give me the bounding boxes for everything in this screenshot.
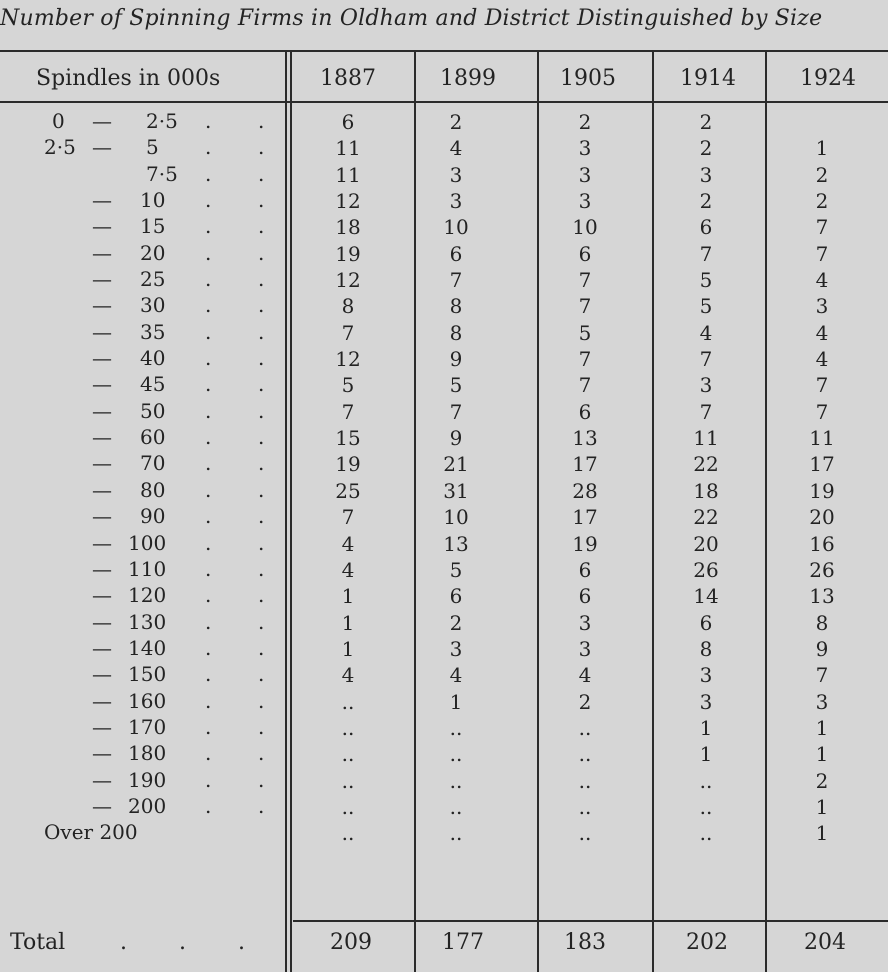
table-cell: 16 — [809, 531, 835, 556]
table-cell: 18 — [693, 478, 719, 503]
range-to: 15 — [140, 214, 166, 239]
range-to: 130 — [128, 609, 167, 634]
table-cell: .. — [449, 742, 463, 767]
table-cell: 4 — [815, 268, 829, 293]
column-divider — [290, 50, 292, 972]
leader-dot: . — [205, 451, 212, 476]
leader-dot: . — [258, 346, 265, 371]
leader-dot: . — [258, 583, 265, 608]
table-cell: 19 — [335, 452, 361, 477]
table-cell: 26 — [693, 557, 719, 582]
table-cell: 3 — [578, 636, 592, 661]
range-to: 200 — [128, 793, 167, 818]
table-cell: 3 — [699, 373, 713, 398]
leader-dot: . — [205, 161, 212, 186]
table-cell: 22 — [693, 505, 719, 530]
total-rule — [293, 920, 888, 922]
table-cell: 12 — [335, 347, 361, 372]
range-to: 180 — [128, 741, 167, 766]
table-cell: 2 — [815, 162, 829, 187]
table-cell: 15 — [335, 426, 361, 451]
total-value: 177 — [442, 930, 484, 955]
table-cell: 6 — [578, 241, 592, 266]
table-cell: 7 — [341, 320, 355, 345]
table-cell: 7 — [341, 505, 355, 530]
table-cell: 9 — [449, 347, 463, 372]
leader-dot: . — [258, 319, 265, 344]
range-to: 120 — [128, 583, 167, 608]
leader-dot: . — [258, 635, 265, 660]
leader-dot: . — [205, 319, 212, 344]
table-cell: .. — [341, 794, 355, 819]
leader-dot: . — [258, 293, 265, 318]
table-cell: .. — [578, 768, 592, 793]
column-1887 — [318, 109, 378, 847]
table-cell: 6 — [578, 399, 592, 424]
table-cell — [792, 109, 852, 135]
table-cell: 7 — [815, 215, 829, 240]
leader-dot: . — [205, 372, 212, 397]
leader-dot: . — [258, 451, 265, 476]
table-cell: 8 — [699, 636, 713, 661]
table-cell: 10 — [443, 505, 469, 530]
range-to: 5 — [146, 135, 159, 160]
table-cell: 2 — [699, 136, 713, 161]
leader-dot: . — [205, 714, 212, 739]
leader-dot: . — [258, 425, 265, 450]
range-dash: — — [92, 583, 112, 608]
table-cell: 2 — [815, 768, 829, 793]
total-value: 202 — [686, 930, 728, 955]
table-cell: 7 — [815, 663, 829, 688]
table-cell: 7 — [815, 241, 829, 266]
table-cell: 7 — [815, 399, 829, 424]
table-cell: 3 — [699, 689, 713, 714]
table-cell: 7 — [699, 347, 713, 372]
table-cell: 20 — [693, 531, 719, 556]
table-cell: 1 — [815, 821, 829, 846]
leader-dot: . — [205, 793, 212, 818]
table-cell: .. — [578, 715, 592, 740]
table-cell: 2 — [815, 189, 829, 214]
leader-dot: . — [258, 556, 265, 581]
table-cell: 3 — [578, 189, 592, 214]
table-cell: 2 — [578, 689, 592, 714]
table-cell: 1 — [449, 689, 463, 714]
table-cell: .. — [341, 715, 355, 740]
table-cell: 1 — [699, 715, 713, 740]
leader-dot: . — [258, 609, 265, 634]
range-to: 150 — [128, 662, 167, 687]
table-cell: 2 — [578, 110, 592, 134]
table-cell: 11 — [335, 136, 361, 161]
table-cell: 8 — [815, 610, 829, 635]
table-cell: 2 — [699, 110, 713, 134]
range-from: Over 200 — [44, 820, 138, 845]
table-cell: 3 — [815, 689, 829, 714]
range-dash: — — [92, 109, 112, 133]
range-dash: — — [92, 293, 112, 318]
table-cell: 12 — [335, 189, 361, 214]
leader-dot: . — [205, 346, 212, 371]
table-cell: 7 — [449, 268, 463, 293]
table-cell: 7 — [699, 399, 713, 424]
table-cell: .. — [341, 742, 355, 767]
table-cell: 1 — [815, 136, 829, 161]
range-dash: — — [92, 741, 112, 766]
table-cell: 21 — [443, 452, 469, 477]
leader-dot: . — [205, 583, 212, 608]
range-dash: — — [92, 188, 112, 213]
table-cell: 19 — [809, 478, 835, 503]
table-cell: .. — [578, 821, 592, 846]
table-cell: 4 — [449, 136, 463, 161]
range-to: 80 — [140, 477, 166, 502]
table-cell: 7 — [578, 294, 592, 319]
leader-dot: . — [205, 477, 212, 502]
range-dash: — — [92, 556, 112, 581]
range-to: 2·5 — [146, 109, 178, 133]
table-cell: 4 — [449, 663, 463, 688]
table-cell: 3 — [699, 663, 713, 688]
table-cell: 2 — [449, 110, 463, 134]
table-cell: .. — [699, 821, 713, 846]
range-to: 140 — [128, 635, 167, 660]
table-cell: 13 — [572, 426, 598, 451]
leader-dot: . — [258, 161, 265, 186]
range-to: 90 — [140, 504, 166, 529]
column-divider — [285, 50, 287, 972]
table-cell: 14 — [693, 584, 719, 609]
table-cell: 11 — [809, 426, 835, 451]
range-to: 30 — [140, 293, 166, 318]
header-bottom-rule — [0, 101, 888, 103]
range-dash: — — [92, 425, 112, 450]
range-dash: — — [92, 714, 112, 739]
range-from: 2·5 — [44, 135, 76, 160]
column-1899 — [426, 109, 486, 847]
range-dash: — — [92, 635, 112, 660]
range-dash: — — [92, 372, 112, 397]
total-value: 204 — [804, 930, 846, 955]
leader-dot: . — [258, 767, 265, 792]
total-label: Total — [10, 930, 66, 955]
range-dash: — — [92, 477, 112, 502]
range-to: 7·5 — [146, 161, 178, 186]
table-cell: 4 — [815, 347, 829, 372]
leader-dot: . — [205, 688, 212, 713]
table-cell: 6 — [578, 557, 592, 582]
table-cell: 7 — [699, 241, 713, 266]
leader-dot: . — [258, 135, 265, 160]
range-dash: — — [92, 214, 112, 239]
table-cell: 28 — [572, 478, 598, 503]
header-year: 1899 — [440, 66, 496, 91]
table-cell: 4 — [341, 557, 355, 582]
table-cell: 7 — [449, 399, 463, 424]
table-cell: 22 — [693, 452, 719, 477]
header-year: 1924 — [800, 66, 856, 91]
total-value: 183 — [564, 930, 606, 955]
leader-dot: . — [205, 188, 212, 213]
leader-dot: . — [205, 267, 212, 292]
table-cell: 17 — [809, 452, 835, 477]
leader-dot: . — [205, 293, 212, 318]
range-dash: — — [92, 319, 112, 344]
leader-dot: . — [258, 662, 265, 687]
table-cell: 3 — [449, 162, 463, 187]
table-cell: 7 — [578, 347, 592, 372]
column-1905 — [555, 109, 615, 847]
table-cell: 3 — [578, 136, 592, 161]
leader-dot: . — [258, 504, 265, 529]
table-cell: 7 — [578, 268, 592, 293]
range-to: 170 — [128, 714, 167, 739]
table-cell: 6 — [699, 610, 713, 635]
table-cell: 11 — [693, 426, 719, 451]
range-dash: — — [92, 346, 112, 371]
table-cell: 1 — [341, 584, 355, 609]
table-cell: 2 — [699, 189, 713, 214]
range-to: 25 — [140, 267, 166, 292]
leader-dot: . — [258, 372, 265, 397]
header-year: 1905 — [560, 66, 616, 91]
table-cell: .. — [449, 821, 463, 846]
table-cell: 6 — [449, 584, 463, 609]
table-cell: 4 — [341, 663, 355, 688]
table-cell: 3 — [815, 294, 829, 319]
range-dash: — — [92, 793, 112, 818]
table-cell: .. — [699, 768, 713, 793]
table-cell: 7 — [341, 399, 355, 424]
leader-dot: . — [205, 609, 212, 634]
table-cell: 10 — [572, 215, 598, 240]
column-divider — [414, 50, 416, 972]
column-divider — [652, 50, 654, 972]
table-cell: 13 — [809, 584, 835, 609]
range-to: 35 — [140, 319, 166, 344]
table-cell: 1 — [341, 610, 355, 635]
range-dash: — — [92, 451, 112, 476]
table-cell: 25 — [335, 478, 361, 503]
table-cell: 1 — [815, 715, 829, 740]
table-cell: 1 — [815, 742, 829, 767]
table-cell: .. — [341, 821, 355, 846]
table-cell: 5 — [699, 294, 713, 319]
leader-dot: . — [258, 398, 265, 423]
table-cell: 3 — [449, 636, 463, 661]
table-cell: 9 — [449, 426, 463, 451]
range-to: 110 — [128, 556, 167, 581]
leader-dot: . — [258, 714, 265, 739]
table-cell: 12 — [335, 268, 361, 293]
range-dash: — — [92, 504, 112, 529]
table-cell: 10 — [443, 215, 469, 240]
leader-dot: . — [205, 504, 212, 529]
leader-dot: . — [258, 530, 265, 555]
table-cell: 4 — [699, 320, 713, 345]
leader-dot: . — [205, 741, 212, 766]
table-cell: 31 — [443, 478, 469, 503]
table-cell: 17 — [572, 505, 598, 530]
table-cell: 19 — [335, 241, 361, 266]
column-divider — [537, 50, 539, 972]
range-dash: — — [92, 240, 112, 265]
total-value: 209 — [330, 930, 372, 955]
leader-dot: . — [205, 530, 212, 555]
leader-dot: . — [205, 635, 212, 660]
leader-dot: . — [205, 556, 212, 581]
range-to: 40 — [140, 346, 166, 371]
table-cell: .. — [578, 794, 592, 819]
table-cell: 19 — [572, 531, 598, 556]
range-dash: — — [92, 767, 112, 792]
table-cell: 20 — [809, 505, 835, 530]
leader-dot: . — [258, 240, 265, 265]
leader-dot: . — [258, 267, 265, 292]
table-cell: 13 — [443, 531, 469, 556]
table-cell: 9 — [815, 636, 829, 661]
table-cell: 6 — [578, 584, 592, 609]
leader-dot: . — [258, 793, 265, 818]
table-cell: 1 — [341, 636, 355, 661]
table-cell: .. — [699, 794, 713, 819]
range-dash: — — [92, 688, 112, 713]
table-cell: .. — [578, 742, 592, 767]
table-cell: 5 — [578, 320, 592, 345]
table-cell: 3 — [699, 162, 713, 187]
table-cell: 8 — [341, 294, 355, 319]
leader-dot: . — [205, 398, 212, 423]
table-cell: 6 — [699, 215, 713, 240]
table-cell: 1 — [815, 794, 829, 819]
range-to: 190 — [128, 767, 167, 792]
leader-dot: . — [205, 662, 212, 687]
range-dash: — — [92, 135, 112, 160]
leader-dot: . — [258, 477, 265, 502]
leader-dot: . — [205, 214, 212, 239]
column-divider — [765, 50, 767, 972]
table-cell: 5 — [341, 373, 355, 398]
page-title: Number of Spinning Firms in Oldham and District Distinguished by Size — [0, 6, 823, 31]
table-cell: 26 — [809, 557, 835, 582]
table-cell: 5 — [699, 268, 713, 293]
leader-dot: . — [205, 767, 212, 792]
leader-dot: . — [205, 109, 212, 133]
table-cell: 4 — [815, 320, 829, 345]
range-dash: — — [92, 662, 112, 687]
table-cell: .. — [341, 689, 355, 714]
header-top-rule — [0, 50, 888, 52]
leader-dot: . — [205, 240, 212, 265]
leader-dot: . — [258, 741, 265, 766]
range-to: 20 — [140, 240, 166, 265]
table-cell: 17 — [572, 452, 598, 477]
table-cell: 6 — [341, 110, 355, 134]
table-cell: .. — [449, 794, 463, 819]
leader-dot: . — [258, 188, 265, 213]
range-to: 50 — [140, 398, 166, 423]
leader-dot: . — [205, 425, 212, 450]
leader-dot: . — [205, 135, 212, 160]
table-cell: .. — [449, 715, 463, 740]
range-to: 100 — [128, 530, 167, 555]
table-cell: 3 — [578, 610, 592, 635]
table-cell: 7 — [815, 373, 829, 398]
table-cell: 3 — [578, 162, 592, 187]
header-year: 1914 — [680, 66, 736, 91]
table-cell: 4 — [341, 531, 355, 556]
column-1914 — [676, 109, 736, 847]
table-cell: 2 — [449, 610, 463, 635]
range-from: 0 — [52, 109, 65, 133]
table-cell: .. — [449, 768, 463, 793]
range-to: 70 — [140, 451, 166, 476]
leader-dot: . — [258, 109, 265, 133]
table-cell: 1 — [699, 742, 713, 767]
table-cell: 7 — [578, 373, 592, 398]
table-cell: .. — [341, 768, 355, 793]
table-cell: 11 — [335, 162, 361, 187]
table-cell: 5 — [449, 557, 463, 582]
range-to: 60 — [140, 425, 166, 450]
table-cell: 3 — [449, 189, 463, 214]
range-dash: — — [92, 609, 112, 634]
table-cell: 8 — [449, 294, 463, 319]
range-dash: — — [92, 267, 112, 292]
range-to: 45 — [140, 372, 166, 397]
table-cell: 4 — [578, 663, 592, 688]
range-dash: — — [92, 398, 112, 423]
header-range: Spindles in 000s — [36, 66, 221, 91]
leader-dot: . — [258, 688, 265, 713]
header-year: 1887 — [320, 66, 376, 91]
column-1924 — [792, 109, 852, 847]
table-cell: 5 — [449, 373, 463, 398]
total-dots: . . . — [120, 930, 245, 955]
range-to: 10 — [140, 188, 166, 213]
leader-dot: . — [258, 214, 265, 239]
table-cell: 18 — [335, 215, 361, 240]
table-cell: 6 — [449, 241, 463, 266]
table-cell: 8 — [449, 320, 463, 345]
range-to: 160 — [128, 688, 167, 713]
range-dash: — — [92, 530, 112, 555]
